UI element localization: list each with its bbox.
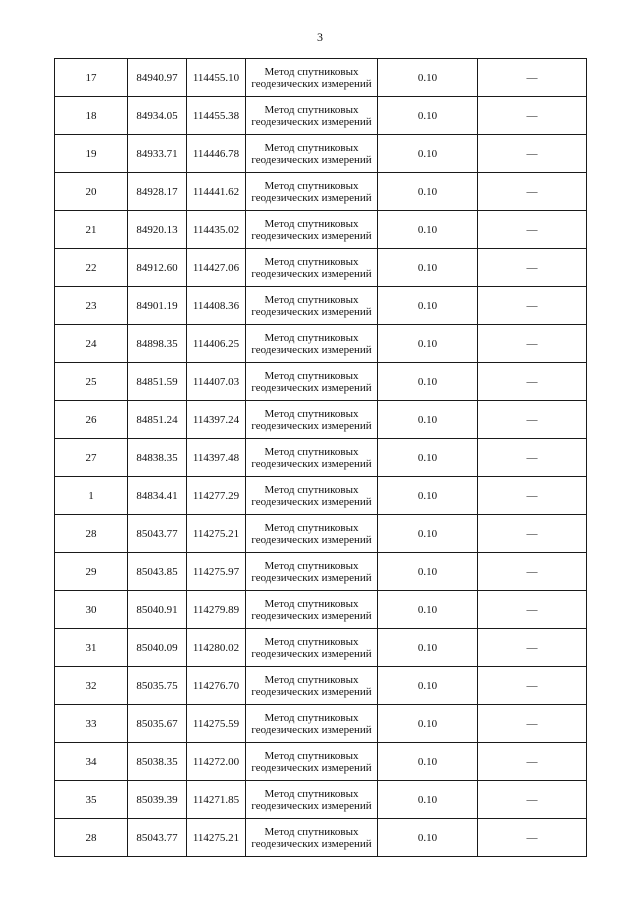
y-coordinate-cell: 114406.25: [187, 325, 246, 363]
accuracy-cell: 0.10: [378, 97, 478, 135]
description-cell: —: [478, 287, 587, 325]
method-cell: Метод спутниковых геодезических измерений: [246, 173, 378, 211]
description-cell: —: [478, 59, 587, 97]
accuracy-cell: 0.10: [378, 173, 478, 211]
table-row: [55, 705, 587, 743]
y-coordinate-cell: 114271.85: [187, 781, 246, 819]
method-cell: Метод спутниковых геодезических измерений: [246, 515, 378, 553]
method-cell: Метод спутниковых геодезических измерений: [246, 59, 378, 97]
accuracy-cell: 0.10: [378, 629, 478, 667]
point-number-cell: 29: [55, 553, 128, 591]
x-coordinate-cell: 84934.05: [128, 97, 187, 135]
table-row: [55, 781, 587, 819]
table-row: [55, 325, 587, 363]
method-cell: Метод спутниковых геодезических измерений: [246, 249, 378, 287]
y-coordinate-cell: 114427.06: [187, 249, 246, 287]
accuracy-cell: 0.10: [378, 287, 478, 325]
method-cell: Метод спутниковых геодезических измерений: [246, 819, 378, 857]
x-coordinate-cell: 84838.35: [128, 439, 187, 477]
table-row: [55, 363, 587, 401]
point-number-cell: 34: [55, 743, 128, 781]
method-cell: Метод спутниковых геодезических измерений: [246, 705, 378, 743]
accuracy-cell: 0.10: [378, 401, 478, 439]
table-row: [55, 287, 587, 325]
point-number-cell: 19: [55, 135, 128, 173]
description-cell: —: [478, 249, 587, 287]
point-number-cell: 23: [55, 287, 128, 325]
y-coordinate-cell: 114275.21: [187, 515, 246, 553]
x-coordinate-cell: 84933.71: [128, 135, 187, 173]
method-cell: Метод спутниковых геодезических измерений: [246, 363, 378, 401]
y-coordinate-cell: 114455.10: [187, 59, 246, 97]
description-cell: —: [478, 629, 587, 667]
method-cell: Метод спутниковых геодезических измерений: [246, 553, 378, 591]
x-coordinate-cell: 85040.09: [128, 629, 187, 667]
y-coordinate-cell: 114277.29: [187, 477, 246, 515]
method-cell: Метод спутниковых геодезических измерений: [246, 439, 378, 477]
method-cell: Метод спутниковых геодезических измерений: [246, 325, 378, 363]
accuracy-cell: 0.10: [378, 743, 478, 781]
coordinates-table: [54, 58, 587, 857]
y-coordinate-cell: 114280.02: [187, 629, 246, 667]
table-row: [55, 591, 587, 629]
table-row: [55, 743, 587, 781]
description-cell: —: [478, 439, 587, 477]
x-coordinate-cell: 84928.17: [128, 173, 187, 211]
description-cell: —: [478, 325, 587, 363]
x-coordinate-cell: 85039.39: [128, 781, 187, 819]
point-number-cell: 18: [55, 97, 128, 135]
description-cell: —: [478, 553, 587, 591]
point-number-cell: 28: [55, 515, 128, 553]
y-coordinate-cell: 114446.78: [187, 135, 246, 173]
table-row: [55, 667, 587, 705]
point-number-cell: 27: [55, 439, 128, 477]
method-cell: Метод спутниковых геодезических измерений: [246, 591, 378, 629]
table-row: [55, 59, 587, 97]
table-row: [55, 135, 587, 173]
point-number-cell: 22: [55, 249, 128, 287]
x-coordinate-cell: 84898.35: [128, 325, 187, 363]
table-row: [55, 819, 587, 857]
accuracy-cell: 0.10: [378, 363, 478, 401]
x-coordinate-cell: 84851.24: [128, 401, 187, 439]
x-coordinate-cell: 85040.91: [128, 591, 187, 629]
table-row: [55, 211, 587, 249]
table-row: [55, 477, 587, 515]
y-coordinate-cell: 114455.38: [187, 97, 246, 135]
accuracy-cell: 0.10: [378, 515, 478, 553]
point-number-cell: 21: [55, 211, 128, 249]
point-number-cell: 30: [55, 591, 128, 629]
point-number-cell: 32: [55, 667, 128, 705]
accuracy-cell: 0.10: [378, 667, 478, 705]
table-body: [55, 59, 587, 857]
x-coordinate-cell: 85035.75: [128, 667, 187, 705]
description-cell: —: [478, 705, 587, 743]
method-cell: Метод спутниковых геодезических измерений: [246, 401, 378, 439]
y-coordinate-cell: 114397.24: [187, 401, 246, 439]
description-cell: —: [478, 135, 587, 173]
x-coordinate-cell: 84851.59: [128, 363, 187, 401]
description-cell: —: [478, 363, 587, 401]
description-cell: —: [478, 781, 587, 819]
y-coordinate-cell: 114279.89: [187, 591, 246, 629]
method-cell: Метод спутниковых геодезических измерений: [246, 629, 378, 667]
point-number-cell: 28: [55, 819, 128, 857]
y-coordinate-cell: 114435.02: [187, 211, 246, 249]
point-number-cell: 25: [55, 363, 128, 401]
point-number-cell: 20: [55, 173, 128, 211]
method-cell: Метод спутниковых геодезических измерений: [246, 781, 378, 819]
x-coordinate-cell: 84901.19: [128, 287, 187, 325]
accuracy-cell: 0.10: [378, 705, 478, 743]
method-cell: Метод спутниковых геодезических измерений: [246, 477, 378, 515]
accuracy-cell: 0.10: [378, 591, 478, 629]
point-number-cell: 1: [55, 477, 128, 515]
y-coordinate-cell: 114272.00: [187, 743, 246, 781]
point-number-cell: 31: [55, 629, 128, 667]
x-coordinate-cell: 85043.85: [128, 553, 187, 591]
accuracy-cell: 0.10: [378, 59, 478, 97]
method-cell: Метод спутниковых геодезических измерений: [246, 211, 378, 249]
y-coordinate-cell: 114275.59: [187, 705, 246, 743]
description-cell: —: [478, 477, 587, 515]
point-number-cell: 17: [55, 59, 128, 97]
method-cell: Метод спутниковых геодезических измерений: [246, 667, 378, 705]
x-coordinate-cell: 85043.77: [128, 515, 187, 553]
x-coordinate-cell: 85035.67: [128, 705, 187, 743]
accuracy-cell: 0.10: [378, 135, 478, 173]
y-coordinate-cell: 114441.62: [187, 173, 246, 211]
description-cell: —: [478, 591, 587, 629]
x-coordinate-cell: 84834.41: [128, 477, 187, 515]
point-number-cell: 35: [55, 781, 128, 819]
description-cell: —: [478, 211, 587, 249]
point-number-cell: 26: [55, 401, 128, 439]
method-cell: Метод спутниковых геодезических измерений: [246, 287, 378, 325]
x-coordinate-cell: 84912.60: [128, 249, 187, 287]
description-cell: —: [478, 743, 587, 781]
table-row: [55, 249, 587, 287]
description-cell: —: [478, 819, 587, 857]
table-row: [55, 553, 587, 591]
page-number: 3: [317, 30, 323, 44]
table-row: [55, 173, 587, 211]
method-cell: Метод спутниковых геодезических измерений: [246, 135, 378, 173]
x-coordinate-cell: 84920.13: [128, 211, 187, 249]
x-coordinate-cell: 85038.35: [128, 743, 187, 781]
table-row: [55, 515, 587, 553]
y-coordinate-cell: 114397.48: [187, 439, 246, 477]
table-row: [55, 629, 587, 667]
x-coordinate-cell: 85043.77: [128, 819, 187, 857]
description-cell: —: [478, 401, 587, 439]
table-row: [55, 97, 587, 135]
y-coordinate-cell: 114275.21: [187, 819, 246, 857]
y-coordinate-cell: 114275.97: [187, 553, 246, 591]
description-cell: —: [478, 173, 587, 211]
accuracy-cell: 0.10: [378, 439, 478, 477]
accuracy-cell: 0.10: [378, 477, 478, 515]
y-coordinate-cell: 114407.03: [187, 363, 246, 401]
method-cell: Метод спутниковых геодезических измерений: [246, 97, 378, 135]
method-cell: Метод спутниковых геодезических измерений: [246, 743, 378, 781]
y-coordinate-cell: 114276.70: [187, 667, 246, 705]
y-coordinate-cell: 114408.36: [187, 287, 246, 325]
accuracy-cell: 0.10: [378, 211, 478, 249]
accuracy-cell: 0.10: [378, 781, 478, 819]
accuracy-cell: 0.10: [378, 249, 478, 287]
x-coordinate-cell: 84940.97: [128, 59, 187, 97]
accuracy-cell: 0.10: [378, 819, 478, 857]
table-row: [55, 439, 587, 477]
point-number-cell: 33: [55, 705, 128, 743]
accuracy-cell: 0.10: [378, 553, 478, 591]
point-number-cell: 24: [55, 325, 128, 363]
table-row: [55, 401, 587, 439]
description-cell: —: [478, 97, 587, 135]
description-cell: —: [478, 515, 587, 553]
description-cell: —: [478, 667, 587, 705]
accuracy-cell: 0.10: [378, 325, 478, 363]
